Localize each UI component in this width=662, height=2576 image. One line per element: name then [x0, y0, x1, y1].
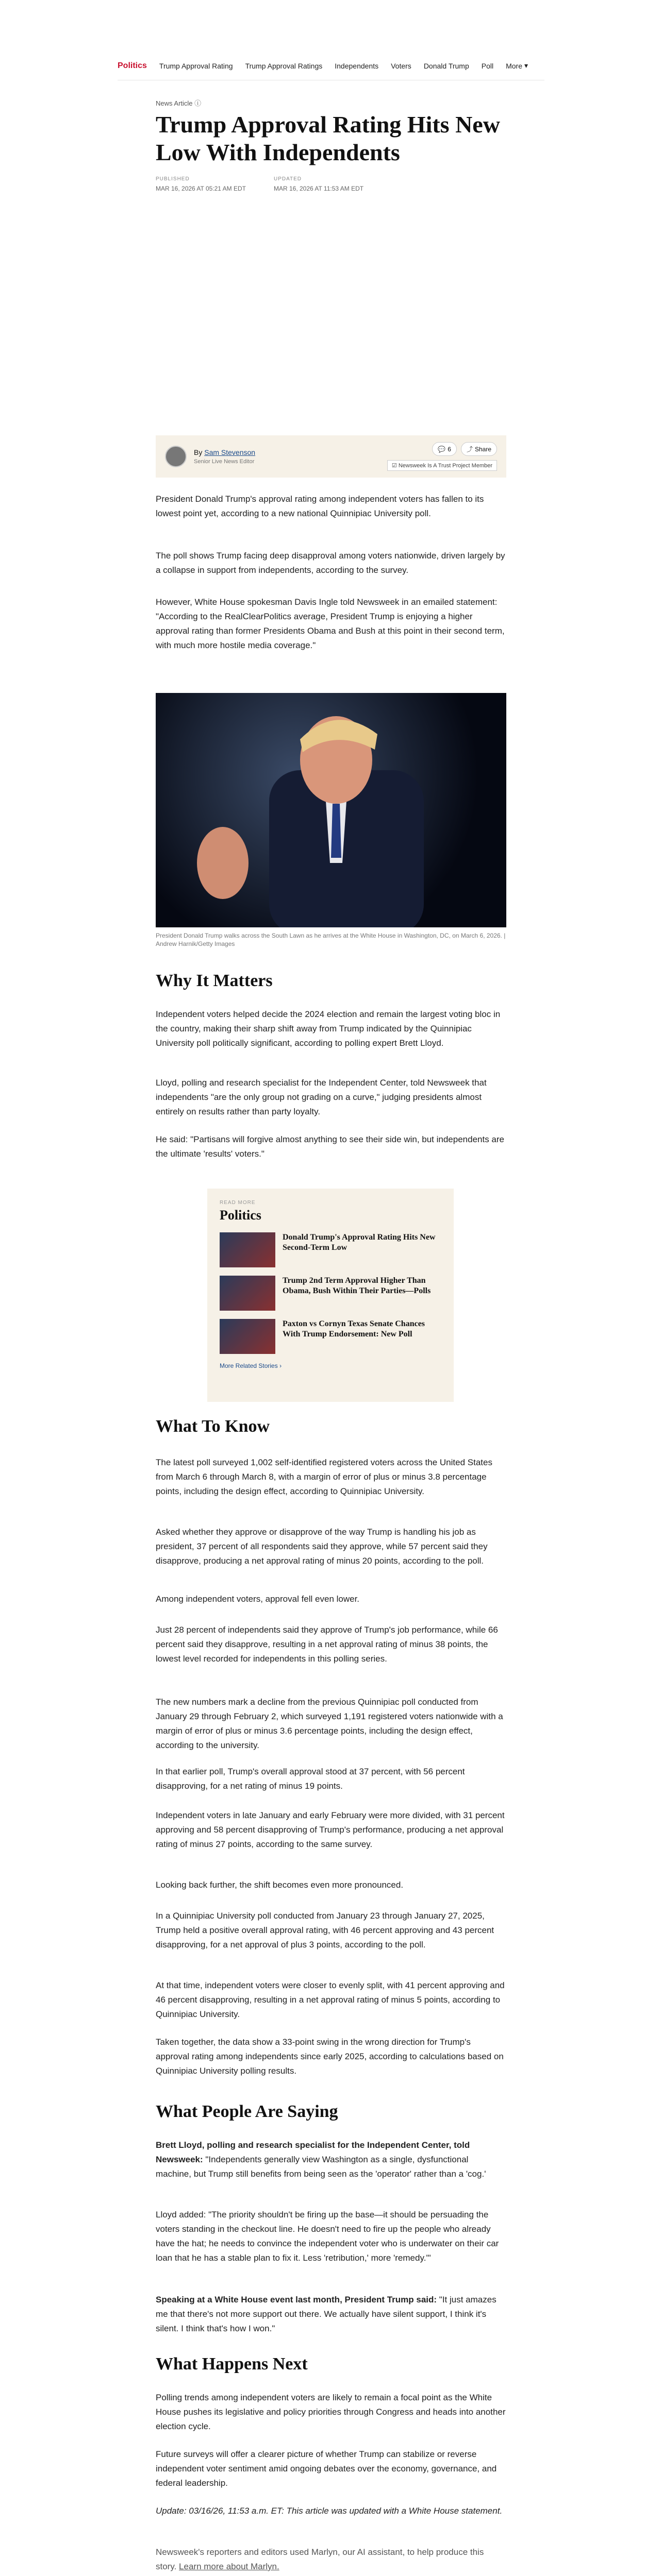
know-paragraph: The latest poll surveyed 1,002 self-identified registered voters across the United States from March 6 through March 8, with a margin of error of plus or minus 3.8 percentage points, including the design effect, according to Quinnipiac University. [156, 1458, 492, 1496]
trump-photo-illustration [156, 693, 506, 927]
people-paragraph [156, 2293, 506, 2336]
author-box [156, 435, 506, 478]
know-paragraph: Independent voters in late January and early February were more divided, with 31 percent approving and 58 percent disapproving of Trump's performance, producing a net approval rating of minus 27 points, according to the same survey. [156, 1810, 505, 1849]
trust-icon: ☑ [391, 463, 397, 469]
people-paragraph: Lloyd added: "The priority shouldn't be firing up the base—it should be persuading the voters standing in the checkout line. He doesn't need to fire up the people who already have the hat; he needs to convince the independent voter who is underwater on their car loan that he has a stable plan to fix it. Less 'retribution,' more 'remedy.'" [156, 2210, 499, 2263]
people-speaker: Brett Lloyd, polling and research specialist for the Independent Center, told Newsweek: [156, 2140, 470, 2164]
intro-paragraph: However, White House spokesman Davis Ingle told Newsweek in an emailed statement: "According to the RealClearPolitics average, President Trump is enjoying a higher approval rating than former Presidents Obama and Bush at this point in their second term, with much more hostile media coverage." [156, 597, 505, 650]
share-label: Share [474, 445, 491, 453]
tie-shape [331, 804, 341, 858]
why-paragraph: Lloyd, polling and research specialist for the Independent Center, told Newsweek that independents "are the only group not grading on a curve," judging presidents almost entirely on results rather than party loyalty. [156, 1078, 487, 1116]
know-paragraph: Among independent voters, approval fell even lower. [156, 1594, 360, 1604]
nav-item[interactable]: Poll [481, 61, 494, 70]
chevron-down-icon: ▾ [524, 61, 528, 70]
related-thumb [220, 1232, 275, 1267]
know-paragraph: At that time, independent voters were closer to evenly split, with 41 percent approving and 46 percent disapproving, resulting in a net approval rating of minus 5 points, according to Quinnipiac University. [156, 1980, 505, 2019]
section-nav [118, 52, 544, 80]
next-paragraph: Polling trends among independent voters are likely to remain a focal point as the White House pushes its legislative and policy priorities through Congress and heads into another election cycle. [156, 2393, 506, 2431]
chevron-right-icon: › [279, 1362, 282, 1369]
more-related-link[interactable] [220, 1362, 441, 1369]
know-heading: What To Know [156, 1417, 270, 1436]
next-heading: What Happens Next [156, 2354, 308, 2374]
related-title: Politics [220, 1208, 261, 1223]
related-item-title: Donald Trump's Approval Rating Hits New Second-Term Low [283, 1233, 436, 1252]
section-label[interactable]: Politics [118, 61, 147, 70]
author-role: Senior Live News Editor [194, 459, 255, 465]
updated-date: MAR 16, 2026 AT 11:53 AM EDT [273, 185, 364, 192]
comment-count: 6 [448, 445, 451, 453]
know-paragraph: Asked whether they approve or disapprove of the way Trump is handling his job as president, 37 percent of all respondents said they approve, while 57 percent said they disapprove, producing a net approval rating of minus 20 points, according to the poll. [156, 1527, 488, 1566]
author-byline [194, 448, 255, 456]
published-label: PUBLISHED [156, 176, 190, 182]
next-paragraph: Future surveys will offer a clearer picture of whether Trump can stabilize or reverse independent voter sentiment amid ongoing debates over the economy, governance, and federal leadership. [156, 2449, 497, 2488]
intro-paragraph: The poll shows Trump facing deep disapproval among voters nationwide, driven largely by a collapse in support from independents, according to the survey. [156, 551, 505, 575]
share-button[interactable] [461, 442, 497, 456]
know-paragraph: Taken together, the data show a 33-point swing in the wrong direction for Trump's approval rating among independents since early 2025, according to calculations based on Quinnipiac University polling results. [156, 2037, 504, 2076]
nav-item[interactable]: Trump Approval Ratings [245, 61, 323, 70]
related-label: READ MORE [220, 1200, 256, 1206]
trust-badge[interactable] [387, 460, 497, 471]
nav-item[interactable]: Independents [335, 61, 379, 70]
author-actions [387, 442, 497, 471]
nav-item[interactable]: Donald Trump [423, 61, 469, 70]
why-paragraph: Independent voters helped decide the 2024 election and remain the largest voting bloc in the country, making their sharp shift away from Trump indicated by the Quinnipiac University poll politically significant, according to polling expert Brett Lloyd. [156, 1009, 501, 1048]
related-item[interactable] [220, 1232, 441, 1267]
kicker-label: News Article [156, 99, 193, 107]
photo-caption: President Donald Trump walks across the South Lawn as he arrives at the White House in Washington, DC, on March 6, 2026. | Andrew Harnik/Getty Images [156, 932, 506, 947]
trust-label: Newsweek Is A Trust Project Member [398, 463, 492, 469]
nav-item[interactable]: Trump Approval Rating [159, 61, 233, 70]
know-paragraph: The new numbers mark a decline from the previous Quinnipiac poll conducted from January 29 through February 2, which surveyed 1,191 registered voters nationwide with a margin of error of plus or minus 3.6 percentage points, including the design effect, according to the university. [156, 1697, 503, 1750]
article-kicker [156, 98, 506, 108]
hero-photo[interactable] [156, 693, 506, 927]
comment-button[interactable] [432, 442, 457, 456]
avatar[interactable] [165, 446, 187, 467]
more-related-label: More Related Stories [220, 1362, 278, 1369]
ai-learn-link[interactable]: Learn more about Marlyn. [179, 2562, 279, 2571]
know-paragraph: In that earlier poll, Trump's overall approval stood at 37 percent, with 56 percent disapproving, for a net rating of minus 19 points. [156, 1767, 465, 1791]
update-note: Update: 03/16/26, 11:53 a.m. ET: This article was updated with a White House statement. [156, 2506, 503, 2516]
nav-more[interactable] [506, 61, 528, 70]
info-icon[interactable]: ⓘ [194, 99, 202, 107]
share-icon: ⤴ [466, 446, 473, 453]
related-stories [207, 1189, 454, 1402]
nav-item[interactable]: Voters [391, 61, 411, 70]
published-block [156, 176, 246, 192]
related-item[interactable] [220, 1319, 441, 1354]
people-speaker: Speaking at a White House event last month, President Trump said: [156, 2295, 437, 2304]
know-paragraph: In a Quinnipiac University poll conducted from January 23 through January 27, 2025, Trump held a positive overall approval rating, with 46 percent approving and 43 percent disapproving, for a net approval of plus 3 points, according to the poll. [156, 1911, 494, 1950]
know-paragraph: Looking back further, the shift becomes even more pronounced. [156, 1880, 404, 1890]
people-quote: "Independents generally view Washington as a single, dysfunctional machine, but Trump still benefits from being seen as the 'operator' rather than a 'cog.' [156, 2155, 486, 2179]
dates [156, 176, 506, 192]
author-prefix: By [194, 448, 203, 456]
author-link[interactable]: Sam Stevenson [204, 448, 256, 456]
nav-more-label: More [506, 61, 523, 70]
related-item-title: Trump 2nd Term Approval Higher Than Obama, Bush Within Their Parties—Polls [283, 1276, 431, 1295]
updated-block [274, 176, 363, 192]
related-thumb [220, 1319, 275, 1354]
related-item-title: Paxton vs Cornyn Texas Senate Chances With Trump Endorsement: New Poll [283, 1319, 425, 1338]
people-quote: "It just amazes me that there's not more support out there. We actually have silent support, I think it's silent. I think that's how I won." [156, 2295, 496, 2333]
people-paragraph [156, 2138, 506, 2181]
people-heading: What People Are Saying [156, 2102, 338, 2121]
comment-icon: 💬 [438, 445, 446, 453]
ai-note-text: Newsweek's reporters and editors used Marlyn, our AI assistant, to help produce this story. [156, 2547, 484, 2571]
intro-paragraph: President Donald Trump's approval rating among independent voters has fallen to its lowest point yet, according to a new national Quinnipiac University poll. [156, 494, 484, 518]
action-buttons [432, 442, 497, 456]
headline: Trump Approval Rating Hits New Low With Independents [156, 111, 500, 165]
related-thumb [220, 1276, 275, 1311]
updated-label: UPDATED [273, 176, 302, 182]
published-date: MAR 16, 2026 AT 05:21 AM EDT [156, 185, 246, 192]
why-paragraph: He said: "Partisans will forgive almost anything to see their side win, but independents are the ultimate 'results' voters." [156, 1134, 505, 1159]
hand-shape [197, 827, 249, 899]
ai-note [156, 2545, 506, 2574]
why-heading: Why It Matters [156, 971, 273, 990]
know-paragraph: Just 28 percent of independents said they approve of Trump's job performance, while 66 percent said they disapprove, resulting in a net approval rating of minus 38 points, the lowest level recorded for independents in this polling series. [156, 1625, 498, 1664]
related-item[interactable] [220, 1276, 441, 1311]
